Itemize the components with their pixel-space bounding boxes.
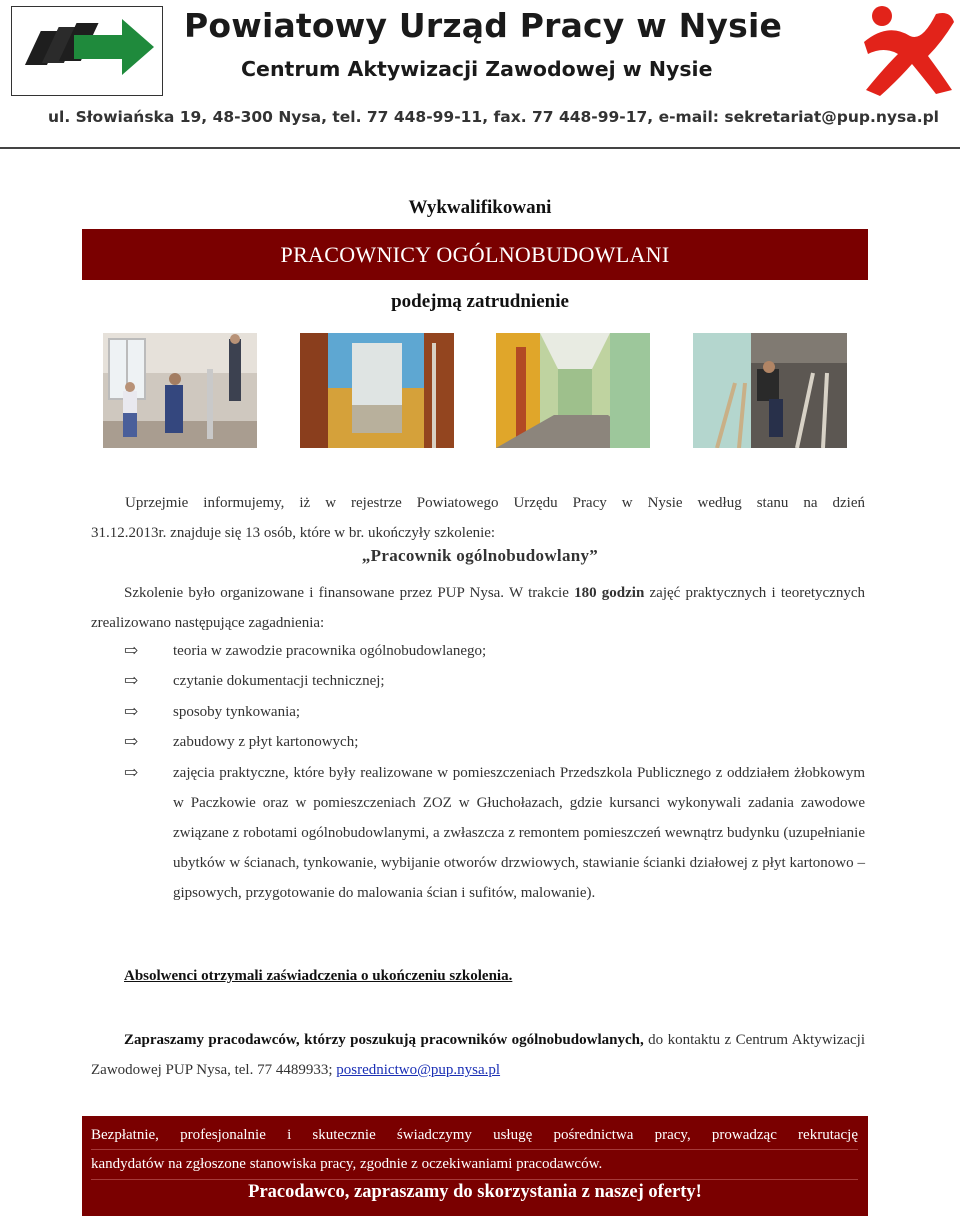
arrow-icon: ⇨: [124, 732, 139, 751]
invitation-paragraph: [91, 1025, 865, 1085]
invitation-rest: do kontaktu z Centrum Aktywizacji Zawodowej PUP Nysa, tel. 77 4489933;: [91, 1032, 866, 1078]
list-item: [124, 636, 865, 666]
list-item-text: czytanie dokumentacji technicznej;: [173, 673, 385, 689]
footer-box: [82, 1116, 868, 1216]
footer-call-to-action: Pracodawco, zapraszamy do skorzystania z naszej oferty!: [248, 1182, 702, 1202]
list-item-text: zabudowy z płyt kartonowych;: [173, 734, 359, 750]
organization-name: Powiatowy Urząd Pracy w Nysie: [184, 6, 783, 45]
ladder-worker-photo: [693, 333, 847, 448]
list-item: [124, 666, 865, 696]
intro-line-1: Uprzejmie informujemy, iż w rejestrze Powiatowego Urzędu Pracy w Nysie według stanu na dzień: [125, 495, 865, 511]
arrow-icon: ⇨: [124, 641, 139, 660]
red-figure-icon: [858, 2, 958, 98]
banner-title: PRACOWNICY OGÓLNOBUDOWLANI: [280, 242, 670, 267]
title-banner: [82, 229, 868, 280]
arrow-icon: ⇨: [124, 763, 139, 782]
list-item: [124, 758, 865, 908]
list-item: [124, 727, 865, 757]
email-link[interactable]: posrednictwo@pup.nysa.pl: [336, 1062, 501, 1078]
page-header: [0, 0, 960, 150]
footer-divider: [91, 1149, 858, 1150]
intro-line-2: 31.12.2013r. znajduje się 13 osób, które w br. ukończyły szkolenie:: [91, 525, 496, 541]
course-hours: 180 godzin: [574, 585, 645, 601]
footer-line-2: kandydatów na zgłoszone stanowiska pracy, zgodnie z oczekiwaniami pracodawców.: [91, 1156, 603, 1172]
organization-subtitle: Centrum Aktywizacji Zawodowej w Nysie: [241, 57, 713, 81]
doorway-renovation-photo: [300, 333, 454, 448]
intro-paragraph: [91, 488, 865, 548]
footer-text: [91, 1121, 858, 1179]
certificate-note: Absolwenci otrzymali zaświadczenia o ukończeniu szkolenia.: [124, 968, 513, 984]
list-item-text: zajęcia praktyczne, które były realizowane w pomieszczeniach Przedszkola Publicznego z oddziałem żłobkowym w Paczkowie oraz w pomieszczeniach ZOZ w Głuchołazach, gdzie kursanci wykonywali zadania zawodowe związane z robotami ogólnobudowlanymi, a zwłaszcza z remontem pomieszczeń wewnątrz budynku (uzupełnianie ubytków w ścianach, tynkowanie, wybijanie otworów drzwiowych, stawianie ścianki działowej z płyt kartonowo – gipsowych, przygotowanie do malowania ścian i sufitów, malowanie).: [173, 765, 865, 901]
footer-divider: [91, 1179, 858, 1180]
invitation-bold: Zapraszamy pracodawców, którzy poszukują pracowników ogólnobudowlanych,: [124, 1032, 644, 1048]
organization-text-b: zajęć praktycznych i teoretycznych zrealizowano następujące zagadnienia:: [91, 585, 865, 631]
footer-line-1: Bezpłatnie, profesjonalnie i skutecznie świadczymy usługę pośrednictwa pracy, prowadząc rekrutację: [91, 1127, 858, 1143]
list-item-text: sposoby tynkowania;: [173, 704, 301, 720]
corridor-photo: [496, 333, 650, 448]
list-item: [124, 697, 865, 727]
contact-address: ul. Słowiańska 19, 48-300 Nysa, tel. 77 448-99-11, fax. 77 448-99-17, e-mail: sekretariat@pup.nysa.pl: [48, 108, 940, 126]
arrow-logo-icon: [11, 6, 163, 96]
hire-heading: podejmą zatrudnienie: [391, 291, 569, 312]
list-item-text: teoria w zawodzie pracownika ogólnobudowlanego;: [173, 643, 487, 659]
header-divider: [0, 147, 960, 149]
arrow-icon: ⇨: [124, 702, 139, 721]
organization-text-a: Szkolenie było organizowane i finansowane przez PUP Nysa. W trakcie: [124, 585, 569, 601]
arrow-icon: ⇨: [124, 671, 139, 690]
organization-paragraph: [91, 578, 865, 638]
course-name: „Pracownik ogólnobudowlany”: [361, 546, 599, 565]
workers-room-photo: [103, 333, 257, 448]
qualified-heading: Wykwalifikowani: [408, 197, 552, 218]
